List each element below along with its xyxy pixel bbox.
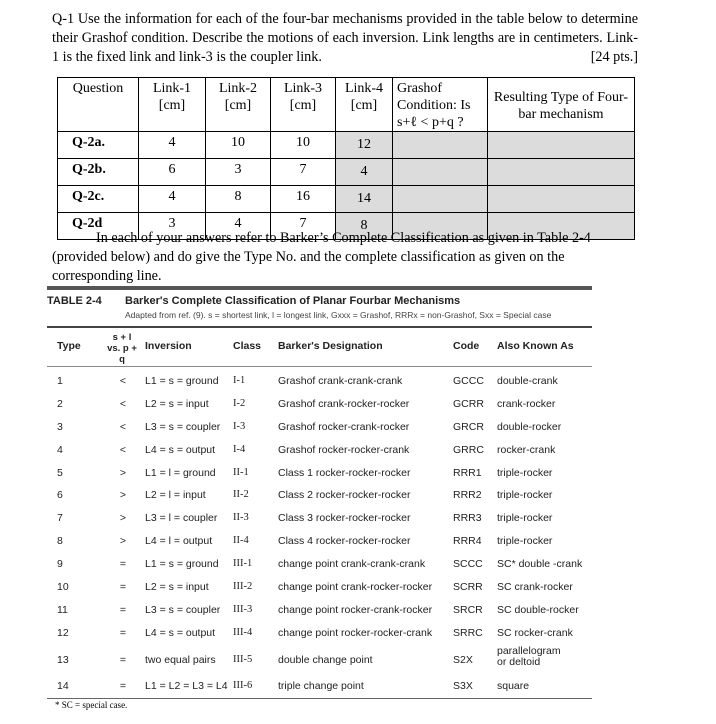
- cell: I-2: [233, 397, 246, 409]
- cell: Class 2 rocker-rocker-rocker: [278, 489, 411, 502]
- cell: Class 4 rocker-rocker-rocker: [278, 535, 411, 548]
- cell: =: [119, 626, 127, 639]
- cell: Class 3 rocker-rocker-rocker: [278, 512, 411, 525]
- cell: III-1: [233, 558, 253, 570]
- cell: L3 = l = coupler: [145, 512, 218, 525]
- header-code: Code: [453, 340, 480, 352]
- cell: SC crank-rocker: [497, 581, 573, 594]
- link-value: 4: [139, 132, 206, 159]
- cell: triple-rocker: [497, 466, 553, 479]
- footnote: * SC = special case.: [55, 700, 128, 710]
- cell: triple change point: [278, 679, 364, 692]
- cell: =: [119, 603, 127, 616]
- cell: II-2: [233, 489, 249, 501]
- table-row: [47, 484, 592, 507]
- grashof-answer-cell[interactable]: [393, 186, 488, 213]
- cell: SCRR: [453, 581, 483, 594]
- cell: =: [119, 653, 127, 666]
- link-value: 4: [336, 159, 393, 186]
- cell: L1 = s = ground: [145, 558, 219, 571]
- cell: 4: [57, 443, 63, 456]
- cell: change point crank-rocker-rocker: [278, 581, 433, 594]
- cell: Grashof crank-crank-crank: [278, 375, 403, 387]
- table-row: [58, 186, 635, 213]
- table-2-4: [47, 286, 592, 699]
- cell: 1: [57, 375, 63, 387]
- question-text: Q-1 Use the information for each of the four-bar mechanisms provided in the table below to determine their Grashof condition. Describe the motions of each inversion. Link lengths are in centimeters. Link-1 is the fixed link and link-3 is the coupler link. [24 pts.]: [52, 11, 638, 65]
- divider: [47, 286, 592, 290]
- link-value: 14: [336, 186, 393, 213]
- cell: SC* double -crank: [497, 558, 583, 571]
- header-designation: Barker's Designation: [278, 340, 383, 352]
- link-value: 8: [206, 186, 271, 213]
- cell: 14: [57, 679, 69, 692]
- header-comparison: s + l vs. p + q: [107, 332, 137, 365]
- cell: rocker-crank: [497, 443, 556, 456]
- cell: RRR2: [453, 489, 482, 502]
- header-grashof: Grashof Condition: Is s+ℓ < p+q ?: [393, 78, 488, 132]
- question-label: Q-2b.: [58, 159, 139, 186]
- table-row: [47, 645, 592, 675]
- points: [24 pts.]: [590, 49, 638, 65]
- table-row: [47, 439, 592, 462]
- table-row: [47, 576, 592, 599]
- cell: L3 = s = coupler: [145, 603, 221, 616]
- cell: III-3: [233, 603, 253, 615]
- table-row: [47, 393, 592, 416]
- cell: L4 = s = output: [145, 626, 216, 639]
- link-value: 12: [336, 132, 393, 159]
- cell: 5: [57, 466, 63, 479]
- link-value: 8: [336, 213, 393, 240]
- result-answer-cell[interactable]: [488, 132, 635, 159]
- header-link2: Link-2 [cm]: [206, 78, 271, 132]
- cell: double-crank: [497, 375, 558, 387]
- cell: 13: [57, 653, 69, 666]
- link-value: 10: [206, 132, 271, 159]
- cell: 3: [57, 420, 63, 433]
- cell: SRRC: [453, 626, 483, 639]
- table-row: [47, 416, 592, 439]
- cell: II-1: [233, 466, 249, 478]
- cell: 2: [57, 397, 63, 410]
- header-type: Type: [57, 340, 81, 352]
- cell: =: [119, 558, 127, 571]
- instruction-text: In each of your answers refer to Barker’s Complete Classification as given in Table 2-4 (provided below) and do give the Type No. and the complete classification as given on the corresponding line.: [52, 230, 591, 284]
- question-table: [57, 77, 635, 240]
- cell: L1 = s = ground: [145, 375, 219, 387]
- cell: change point crank-crank-crank: [278, 558, 426, 571]
- link-value: 6: [139, 159, 206, 186]
- table-title: Barker's Complete Classification of Planar Fourbar Mechanisms: [125, 295, 461, 307]
- cell: 11: [57, 603, 68, 616]
- header-question: Question: [58, 78, 139, 132]
- link-value: 4: [206, 213, 271, 240]
- cell: SC double-rocker: [497, 603, 579, 616]
- grashof-answer-cell[interactable]: [393, 132, 488, 159]
- cell: Grashof rocker-crank-rocker: [278, 420, 410, 433]
- question-label: Q-2a.: [58, 132, 139, 159]
- result-answer-cell[interactable]: [488, 186, 635, 213]
- table-row: [47, 553, 592, 576]
- link-value: 3: [139, 213, 206, 240]
- link-value: 3: [206, 159, 271, 186]
- cell: >: [119, 535, 127, 548]
- link-value: 7: [271, 159, 336, 186]
- cell: 6: [57, 489, 63, 502]
- cell: >: [119, 489, 127, 502]
- cell: RRR1: [453, 466, 482, 479]
- cell: 12: [57, 626, 69, 639]
- cell: change point rocker-rocker-crank: [278, 626, 433, 639]
- cell: Grashof crank-rocker-rocker: [278, 397, 410, 410]
- cell: double change point: [278, 653, 373, 666]
- cell: <: [119, 375, 127, 387]
- table-row: [47, 370, 592, 393]
- cell: Class 1 rocker-rocker-rocker: [278, 466, 411, 479]
- cell: I-4: [233, 443, 246, 455]
- link-value: 10: [271, 132, 336, 159]
- cell: L2 = s = input: [145, 397, 209, 410]
- table-row: [47, 462, 592, 485]
- table-row: [47, 507, 592, 530]
- table-subtitle: Adapted from ref. (9). s = shortest link, l = longest link, Gxxx = Grashof, RRRx = non-Grashof, Sxx = Special case: [125, 310, 552, 320]
- cell: square: [497, 679, 530, 692]
- cell: Grashof rocker-rocker-crank: [278, 443, 410, 456]
- cell: 8: [57, 535, 63, 548]
- cell: II-3: [233, 512, 249, 524]
- link-value: 7: [271, 213, 336, 240]
- cell: GCCC: [453, 375, 484, 387]
- cell: 10: [57, 581, 69, 594]
- header-result: Resulting Type of Four-bar mechanism: [488, 78, 635, 132]
- cell: S3X: [453, 679, 473, 692]
- result-answer-cell[interactable]: [488, 159, 635, 186]
- cell: >: [119, 466, 127, 479]
- grashof-answer-cell[interactable]: [393, 159, 488, 186]
- cell: GRRC: [453, 443, 484, 456]
- cell: 9: [57, 558, 63, 571]
- cell: <: [119, 420, 127, 433]
- cell: <: [119, 443, 127, 456]
- cell: =: [119, 679, 127, 692]
- question-label: Q-2c.: [58, 186, 139, 213]
- table-row: [58, 159, 635, 186]
- cell: L4 = l = output: [145, 535, 213, 548]
- cell: double-rocker: [497, 420, 562, 433]
- header-link1: Link-1 [cm]: [139, 78, 206, 132]
- table-label: TABLE 2-4: [47, 295, 102, 307]
- cell: RRR3: [453, 512, 482, 525]
- header-inversion: Inversion: [145, 340, 192, 352]
- cell: L2 = s = input: [145, 581, 209, 594]
- cell: L1 = L2 = L3 = L4: [145, 679, 228, 692]
- cell: II-4: [233, 535, 249, 547]
- table-row: [47, 530, 592, 553]
- header-aka: Also Known As: [497, 340, 574, 352]
- cell: RRR4: [453, 535, 482, 548]
- header-class: Class: [233, 340, 262, 352]
- cell: I-3: [233, 420, 246, 432]
- cell: crank-rocker: [497, 397, 556, 410]
- cell: triple-rocker: [497, 535, 553, 548]
- cell: SCCC: [453, 558, 483, 571]
- header-link3: Link-3 [cm]: [271, 78, 336, 132]
- table-row: [47, 675, 592, 698]
- table-row: [47, 622, 592, 645]
- cell: L3 = s = coupler: [145, 420, 221, 433]
- question-label: Q-2d: [58, 213, 139, 240]
- cell: triple-rocker: [497, 512, 553, 525]
- cell: parallelogram or deltoid: [497, 644, 561, 668]
- cell: III-6: [233, 679, 253, 691]
- cell: =: [119, 581, 127, 594]
- table-header: [47, 328, 592, 366]
- cell: two equal pairs: [145, 653, 216, 666]
- cell: >: [119, 512, 127, 525]
- cell: 7: [57, 512, 63, 525]
- cell: change point rocker-crank-rocker: [278, 603, 433, 616]
- table-row: [47, 599, 592, 622]
- cell: GCRR: [453, 397, 484, 410]
- cell: L2 = l = input: [145, 489, 206, 502]
- link-value: 16: [271, 186, 336, 213]
- cell: S2X: [453, 653, 473, 666]
- cell: SRCR: [453, 603, 483, 616]
- cell: L4 = s = output: [145, 443, 216, 456]
- cell: <: [119, 397, 127, 410]
- cell: L1 = l = ground: [145, 466, 216, 479]
- cell: GRCR: [453, 420, 484, 433]
- cell: III-2: [233, 581, 253, 593]
- link-value: 4: [139, 186, 206, 213]
- table-row: [58, 132, 635, 159]
- header-link4: Link-4 [cm]: [336, 78, 393, 132]
- cell: III-4: [233, 626, 253, 638]
- cell: triple-rocker: [497, 489, 553, 502]
- cell: III-5: [233, 653, 253, 665]
- cell: SC rocker-crank: [497, 626, 573, 639]
- cell: I-1: [233, 375, 246, 386]
